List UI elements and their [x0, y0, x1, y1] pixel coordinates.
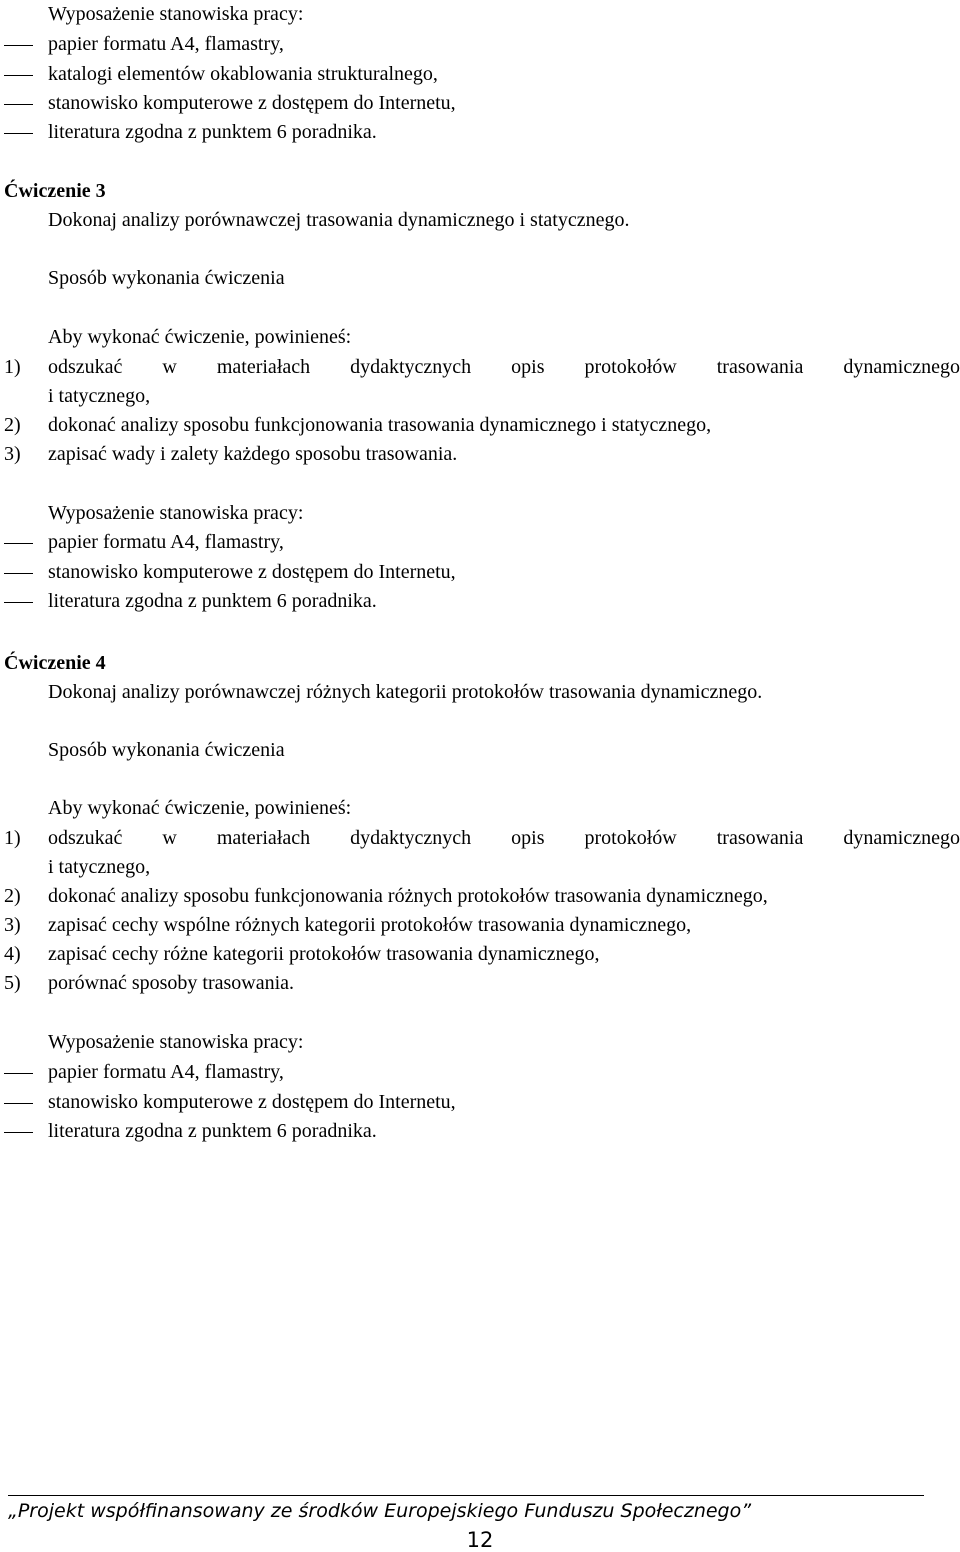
list-item-text: stanowisko komputerowe z dostępem do Internetu, [48, 1091, 456, 1113]
list-item-text: papier formatu A4, flamastry, [48, 33, 284, 55]
method-title: Sposób wykonania ćwiczenia [48, 739, 285, 761]
step-number: 5) [4, 972, 21, 994]
exercise-heading: Ćwiczenie 3 [4, 180, 106, 202]
step-number: 1) [4, 356, 21, 378]
dash-bullet [4, 543, 33, 544]
step-number: 2) [4, 414, 21, 436]
step-text: zapisać cechy wspólne różnych kategorii protokołów trasowania dynamicznego, [48, 914, 692, 936]
step-number: 2) [4, 885, 21, 907]
step-number: 3) [4, 914, 21, 936]
footer-funding-note: „Projekt współfinansowany ze środków Europejskiego Funduszu Społecznego” [8, 1500, 752, 1522]
dash-bullet [4, 75, 33, 76]
dash-bullet [4, 133, 33, 134]
dash-bullet [4, 602, 33, 603]
step-number: 4) [4, 943, 21, 965]
list-item-text: literatura zgodna z punktem 6 poradnika. [48, 590, 377, 612]
dash-bullet [4, 45, 33, 46]
step-number: 1) [4, 827, 21, 849]
footer-divider [8, 1495, 924, 1496]
list-item-text: katalogi elementów okablowania strukturalnego, [48, 63, 438, 85]
dash-bullet [4, 1132, 33, 1133]
dash-bullet [4, 1073, 33, 1074]
equipment-title: Wyposażenie stanowiska pracy: [48, 1031, 304, 1053]
equipment-title: Wyposażenie stanowiska pracy: [48, 502, 304, 524]
step-text: odszukać w materiałach dydaktycznych opis protokołów trasowania dynamicznego [48, 827, 960, 849]
exercise-task: Dokonaj analizy porównawczej trasowania dynamicznego i statycznego. [48, 209, 630, 231]
step-text: odszukać w materiałach dydaktycznych opis protokołów trasowania dynamicznego [48, 356, 960, 378]
step-number: 3) [4, 443, 21, 465]
instructions-intro: Aby wykonać ćwiczenie, powinieneś: [48, 326, 352, 348]
instructions-intro: Aby wykonać ćwiczenie, powinieneś: [48, 797, 352, 819]
list-item-text: literatura zgodna z punktem 6 poradnika. [48, 121, 377, 143]
step-text: zapisać cechy różne kategorii protokołów trasowania dynamicznego, [48, 943, 600, 965]
exercise-task: Dokonaj analizy porównawczej różnych kategorii protokołów trasowania dynamicznego. [48, 681, 763, 703]
page-number: 12 [466, 1528, 494, 1552]
list-item-text: papier formatu A4, flamastry, [48, 1061, 284, 1083]
step-text-continuation: i tatycznego, [48, 385, 151, 407]
step-text: porównać sposoby trasowania. [48, 972, 295, 994]
dash-bullet [4, 104, 33, 105]
list-item-text: literatura zgodna z punktem 6 poradnika. [48, 1120, 377, 1142]
method-title: Sposób wykonania ćwiczenia [48, 267, 285, 289]
step-text-continuation: i tatycznego, [48, 856, 151, 878]
exercise-heading: Ćwiczenie 4 [4, 652, 106, 674]
dash-bullet [4, 573, 33, 574]
equipment-title: Wyposażenie stanowiska pracy: [48, 3, 304, 25]
list-item-text: papier formatu A4, flamastry, [48, 531, 284, 553]
step-text: zapisać wady i zalety każdego sposobu trasowania. [48, 443, 458, 465]
step-text: dokonać analizy sposobu funkcjonowania różnych protokołów trasowania dynamicznego, [48, 885, 768, 907]
list-item-text: stanowisko komputerowe z dostępem do Internetu, [48, 92, 456, 114]
dash-bullet [4, 1103, 33, 1104]
step-text: dokonać analizy sposobu funkcjonowania trasowania dynamicznego i statycznego, [48, 414, 712, 436]
list-item-text: stanowisko komputerowe z dostępem do Internetu, [48, 561, 456, 583]
